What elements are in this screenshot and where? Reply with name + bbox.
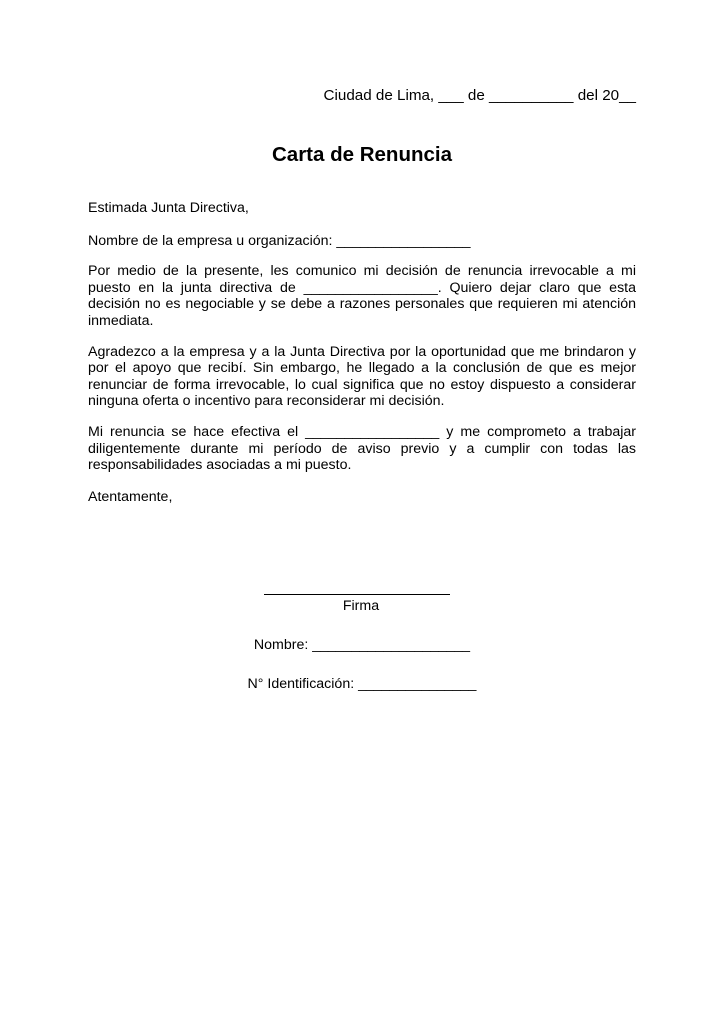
company-name-line: Nombre de la empresa u organización: _________________ [88,232,471,249]
id-number-line: N° Identificación: _______________ [247,676,477,692]
paragraph-gratitude: Agradezco a la empresa y a la Junta Directiva por la oportunidad que me brindaron y por el apoyo que recibí. Sin embargo, he llegado a la conclusión de que es mejor renunciar de forma irrevocable, lo cual significa que no estoy dispuesto a considerar ninguna oferta o incentivo para reconsiderar mi decisión. [88,343,636,410]
salutation: Estimada Junta Directiva, [88,200,249,216]
closing: Atentamente, [88,488,173,505]
signature-block [0,570,724,693]
name-line: Nombre: ____________________ [253,637,471,653]
signature-line [264,594,450,595]
paragraph-effective-date: Mi renuncia se hace efectiva el _________________ y me comprometo a trabajar diligentemente durante mi período de aviso previo y a cumplir con todas las responsabilidades asociadas a mi puesto. [88,423,636,474]
letter-title: Carta de Renuncia [272,143,452,166]
letter-body [88,86,636,505]
signature-label: Firma [342,598,380,614]
paragraph-resignation: Por medio de la presente, les comunico mi decisión de renuncia irrevocable a mi puesto en la junta directiva de _________________. Quiero dejar claro que esta decisión no es negociable y se debe a razones personales que requieren mi atención inmediata. [88,263,636,329]
date-line: Ciudad de Lima, ___ de __________ del 20__ [323,87,636,104]
